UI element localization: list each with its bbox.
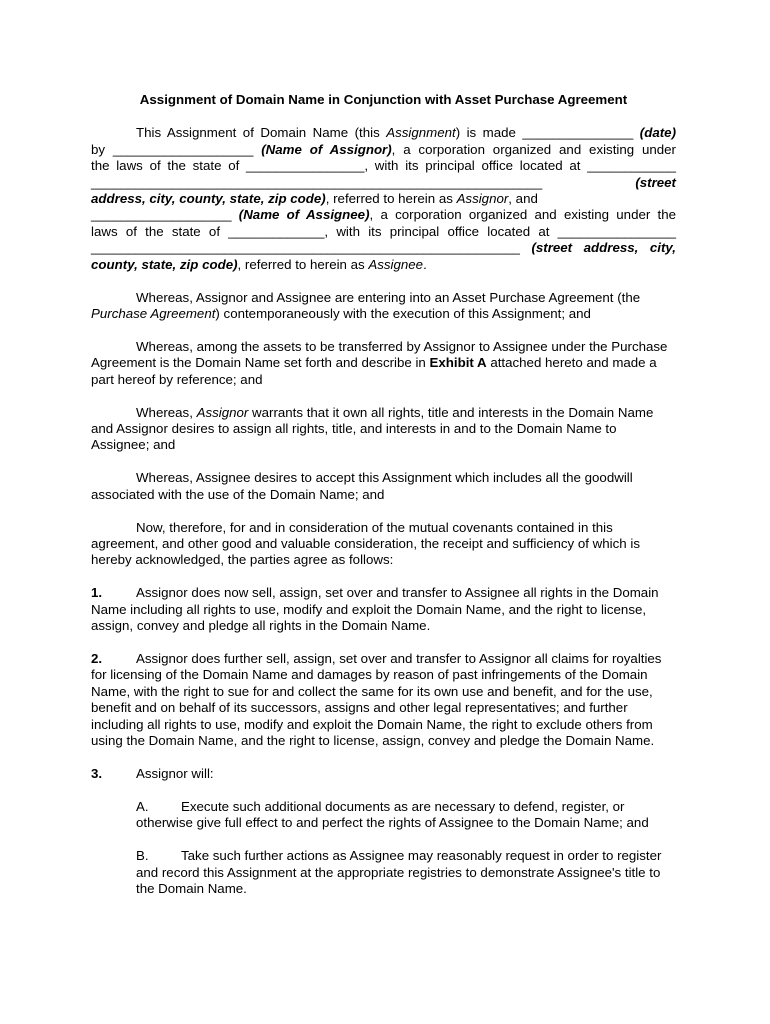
whereas-paragraph: Whereas, Assignor warrants that it own all rights, title and interests in the Domain Name and Assignor desires to assign all rights, title, and interests in and to the Domain Name to Assignee; and xyxy=(91,404,654,453)
intro-line: by ___________________ (Name of Assignor), a corporation organized and existing under xyxy=(91,141,676,157)
intro-line: This Assignment of Domain Name (this Assignment) is made _______________ (date) xyxy=(136,125,676,141)
now-therefore-paragraph: Now, therefore, for and in consideration of the mutual covenants contained in this agreement, and other good and valuable consideration, the receipt and sufficiency of which is hereby acknowledged, the parties agree as follows: xyxy=(91,519,640,568)
subsection-b: B. Take such further actions as Assignee may reasonably request in order to register and record this Assignment at the appropriate registries to demonstrate Assignee's title to the Domain Name. xyxy=(136,848,662,897)
assignee-name-field: (Name of Assignee) xyxy=(238,207,370,223)
assignor-name-field: (Name of Assignor) xyxy=(261,141,392,157)
intro-line: __________________________________________________________ (street address, city, xyxy=(91,240,676,256)
document-page xyxy=(91,92,676,914)
whereas-paragraph: Whereas, among the assets to be transferred by Assignor to Assignee under the Purchase Agreement is the Domain Name set forth and describe in Exhibit A attached hereto and made a part hereof by reference; and xyxy=(91,338,668,387)
intro-line: _____________________________________________________________ (street xyxy=(91,174,676,190)
section-2: 2. Assignor does further sell, assign, set over and transfer to Assignor all claims for royalties for licensing of the Domain Name and damages by reason of past infringements of the Domain Name, with the right to sue for and collect the same for its own use and benefit, and for the use, benefit and on behalf of its successors, assigns and other legal representatives; and further including all rights to use, modify and exploit the Domain Name, the right to exclude others from using the Domain Name, and the right to license, assign, convey and pledge the Domain Name. xyxy=(91,651,662,749)
date-field: (date) xyxy=(639,125,676,141)
section-1: 1. Assignor does now sell, assign, set over and transfer to Assignee all rights in the Domain Name including all rights to use, modify and exploit the Domain Name, and the right to license, assign, convey and pledge all rights in the Domain Name. xyxy=(91,585,659,634)
intro-line: laws of the state of _____________, with its principal office located at ________________ xyxy=(91,223,676,239)
subsection-a: A. Execute such additional documents as are necessary to defend, register, or otherwise give full effect to and perfect the rights of Assignee to the Domain Name; and xyxy=(136,798,649,831)
intro-line: address, city, county, state, zip code), referred to herein as Assignor, and xyxy=(91,191,538,207)
intro-line: ___________________ (Name of Assignee), a corporation organized and existing under the xyxy=(91,207,677,223)
whereas-paragraph: Whereas, Assignee desires to accept this Assignment which includes all the goodwill associated with the use of the Domain Name; and xyxy=(91,470,633,502)
intro-line: county, state, zip code), referred to herein as Assignee. xyxy=(91,256,427,272)
document-title: Assignment of Domain Name in Conjunction with Asset Purchase Agreement xyxy=(139,92,628,107)
whereas-paragraph: Whereas, Assignor and Assignee are entering into an Asset Purchase Agreement (the Purchase Agreement) contemporaneously with the execution of this Assignment; and xyxy=(91,289,641,321)
intro-line: the laws of the state of ________________, with its principal office located at ____________ xyxy=(91,158,676,174)
intro-paragraph xyxy=(91,125,676,273)
section-3: 3. Assignor will: xyxy=(91,766,214,781)
